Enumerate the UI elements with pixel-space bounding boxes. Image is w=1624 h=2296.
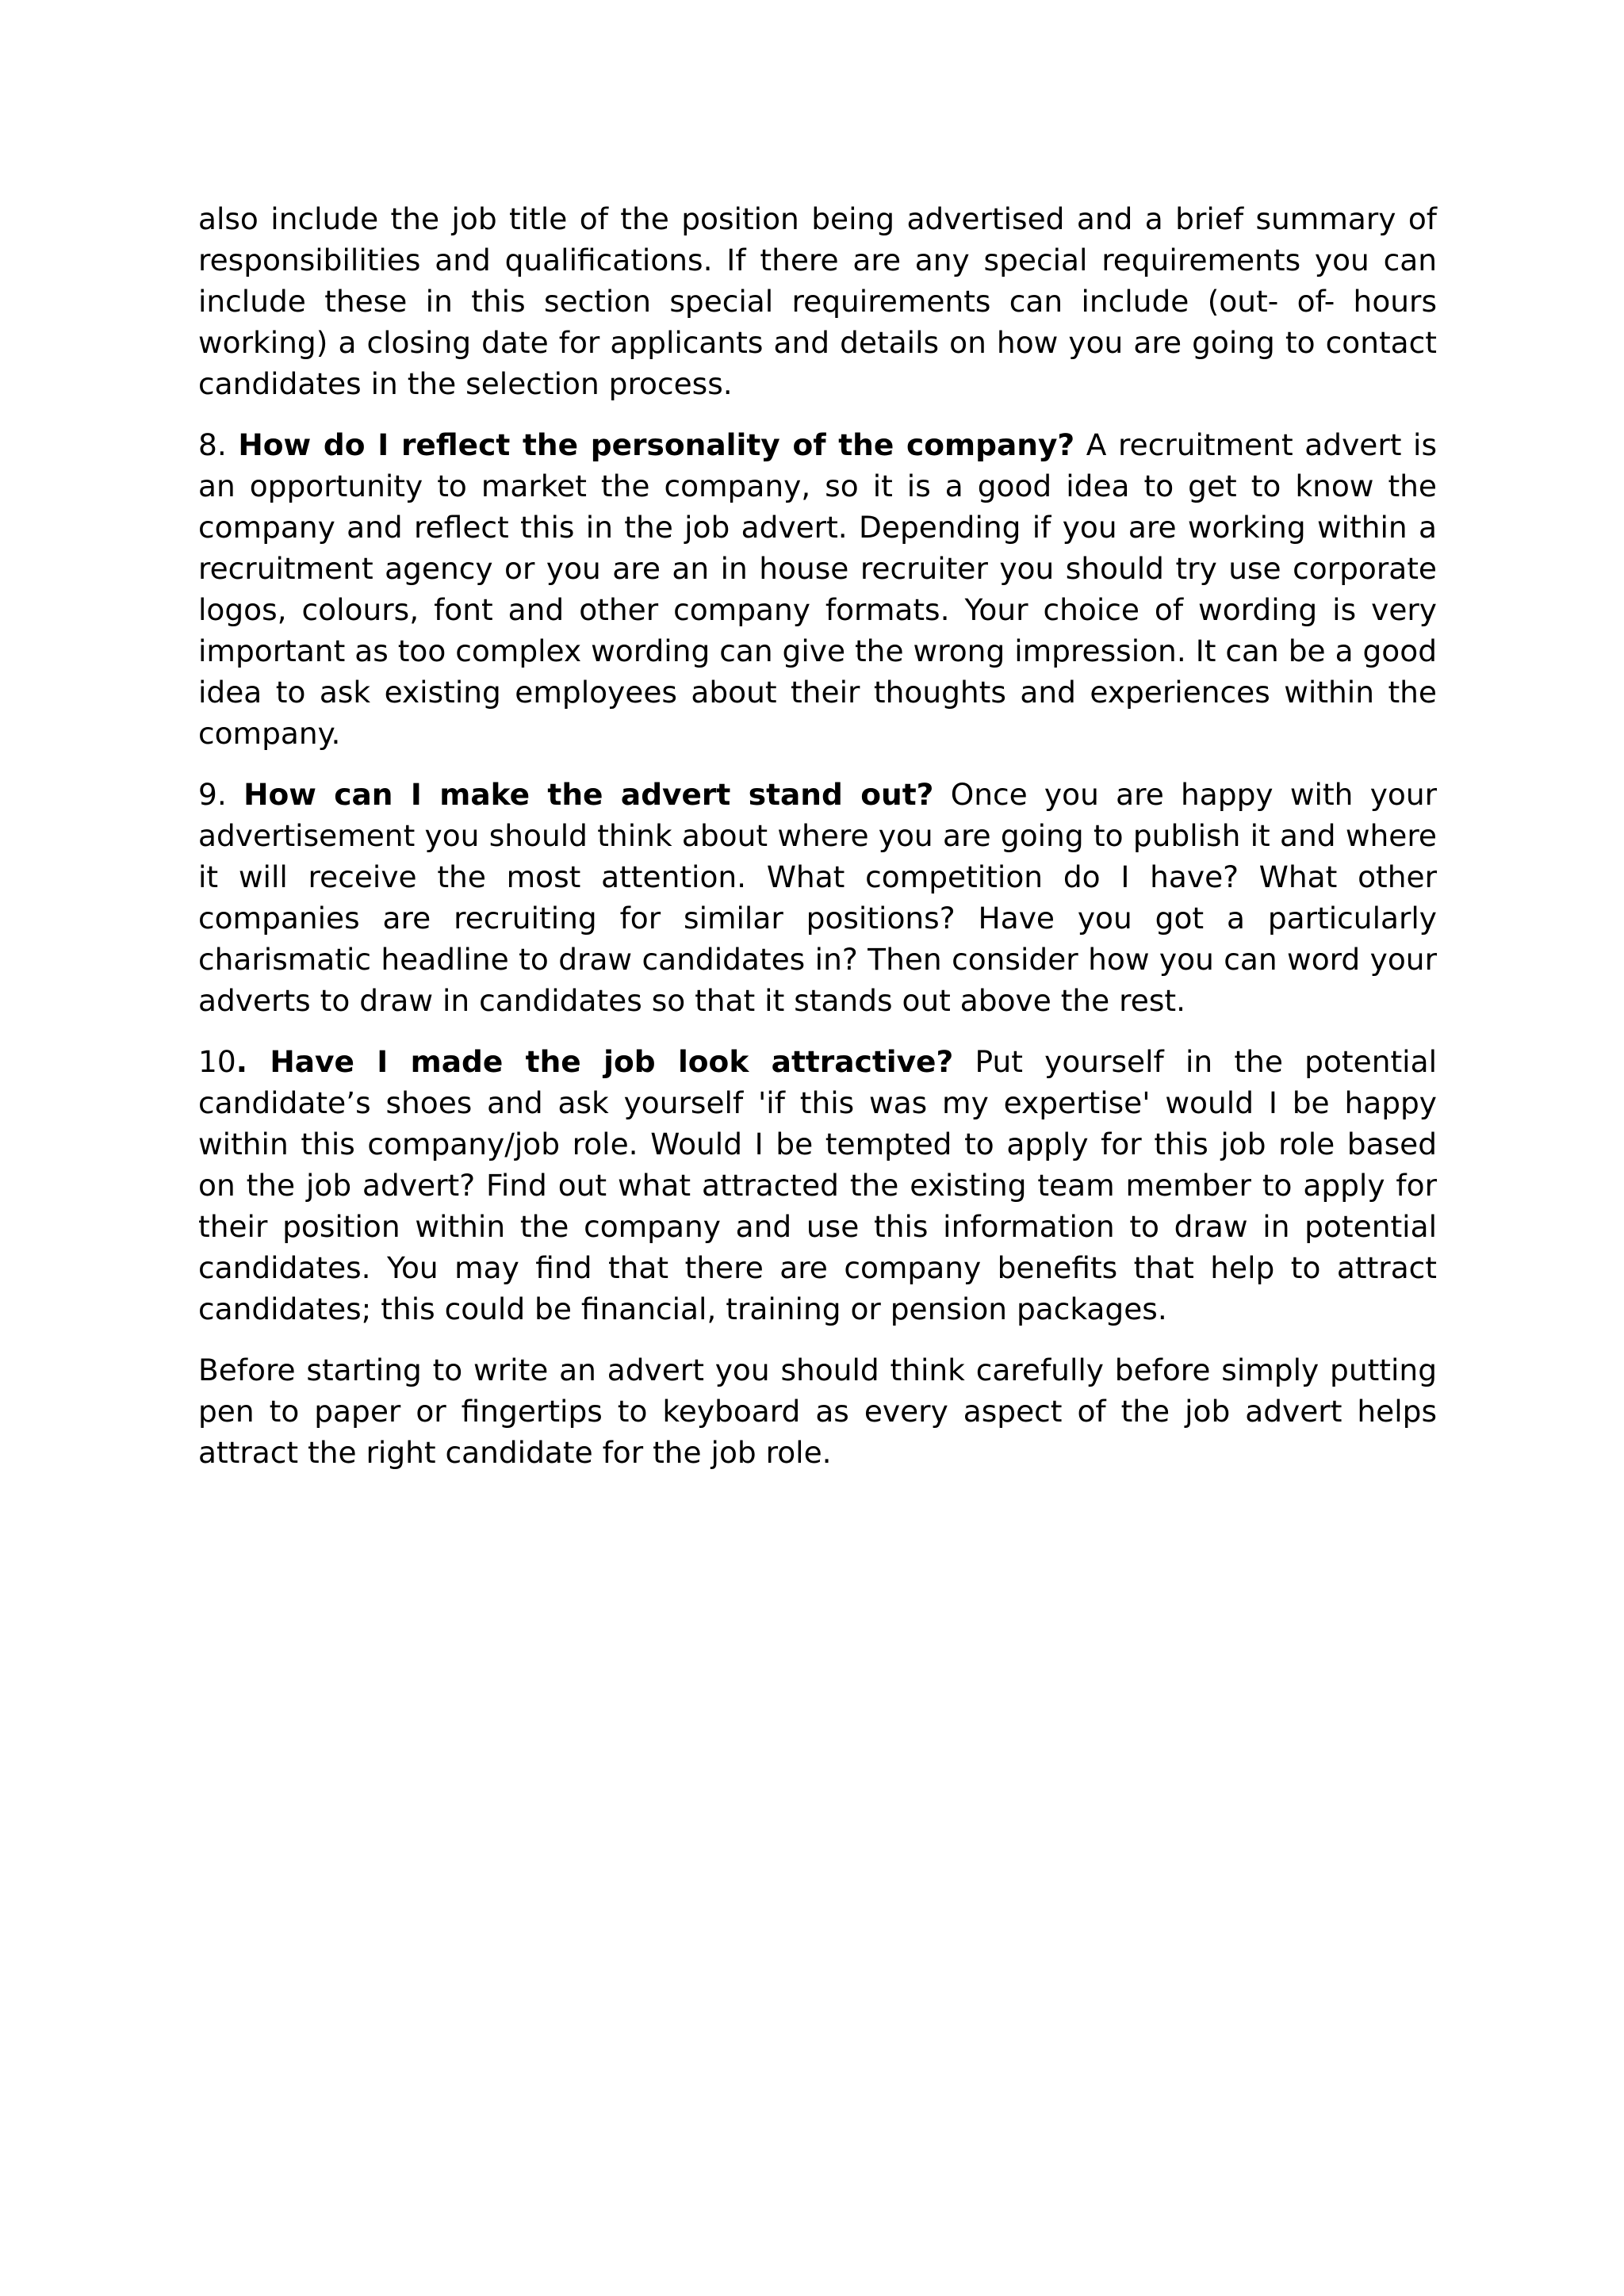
paragraph-text: Put yourself in the potential candidate’s shoes and ask yourself 'if this was my expertise' would I be happy within this company/job role. Would I be tempted to apply for this job role based on the job advert? Find out what attracted the existing team member to apply for their position within the company and use this information to draw in potential candidates. You may find that there are company benefits that help to attract candidates; this could be financial, training or pension packages.: [198, 1044, 1437, 1326]
paragraph-question-8: [198, 424, 1437, 754]
question-heading: How do I reflect the personality of the company?: [238, 427, 1075, 462]
question-heading: . Have I made the job look attractive?: [236, 1044, 954, 1079]
paragraph-text: Once you are happy with your advertisement you should think about where you are going to publish it and where it will receive the most attention. What competition do I have? What other companies are recruiting for similar positions? Have you got a particularly charismatic headline to draw candidates in? Then consider how you can word your adverts to draw in candidates so that it stands out above the rest.: [198, 777, 1438, 1018]
question-heading: How can I make the advert stand out?: [243, 777, 934, 812]
paragraph-question-9: [198, 774, 1437, 1021]
paragraph-question-10: [198, 1041, 1437, 1330]
question-number: 10: [198, 1044, 236, 1079]
paragraph-conclusion: [198, 1349, 1437, 1473]
question-number: 8.: [198, 427, 227, 462]
question-number: 9.: [198, 777, 227, 812]
document-body: [198, 198, 1437, 1493]
paragraph-intro-continuation: [198, 198, 1437, 404]
paragraph-text: Before starting to write an advert you should think carefully before simply putting pen to paper or fingertips to keyboard as every aspect of the job advert helps attract the right candidate for the job role.: [198, 1353, 1437, 1470]
paragraph-text: also include the job title of the position being advertised and a brief summary of responsibilities and qualifications. If there are any special requirements you can include these in this section special requirements can include (out- of- hours working) a closing date for applicants and details on how you are going to contact candidates in the selection process.: [198, 201, 1437, 401]
paragraph-text: A recruitment advert is an opportunity to market the company, so it is a good idea to get to know the company and reflect this in the job advert. Depending if you are working within a recruitment agency or you are an in house recruiter you should try use corporate logos, colours, font and other company formats. Your choice of wording is very important as too complex wording can give the wrong impression. It can be a good idea to ask existing employees about their thoughts and experiences within the company.: [198, 427, 1438, 751]
